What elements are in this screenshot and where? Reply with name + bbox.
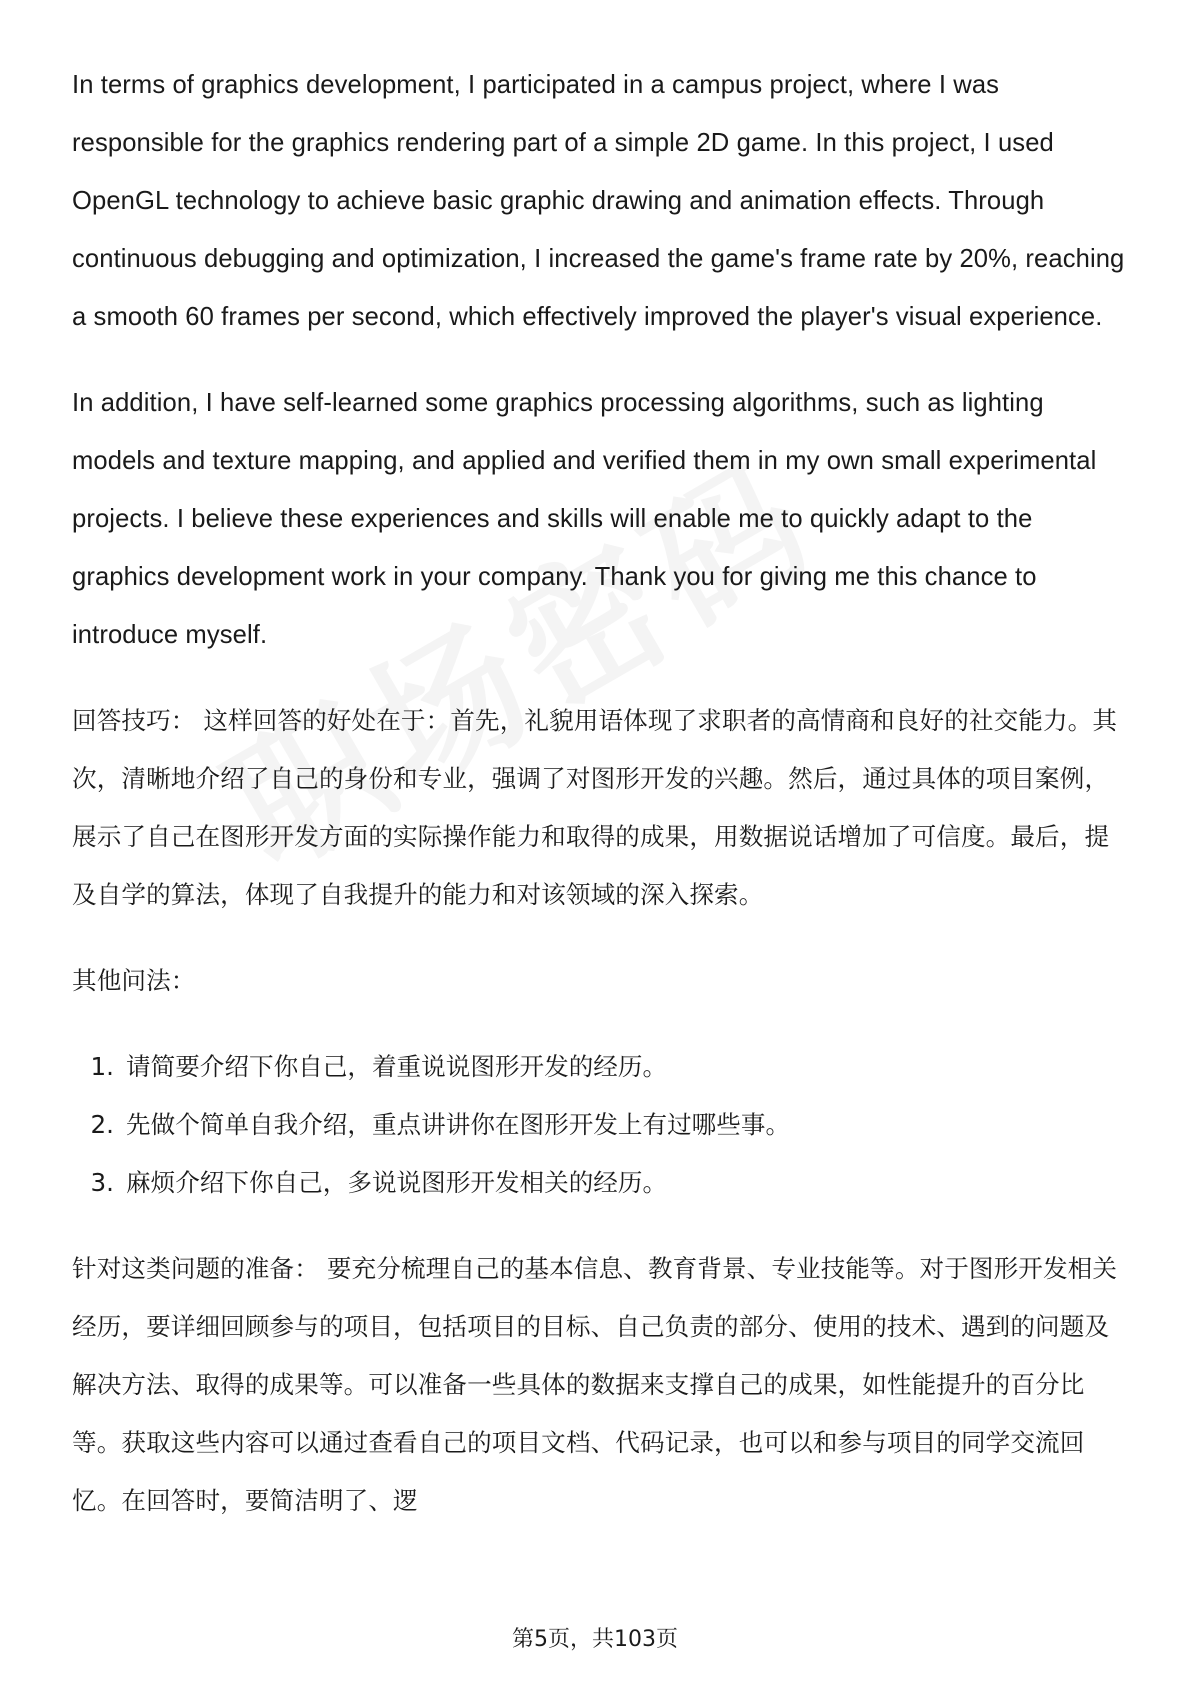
paragraph-preparation: 针对这类问题的准备： 要充分梳理自己的基本信息、教育背景、专业技能等。对于图形开发相关经历，要详细回顾参与的项目，包括项目的目标、自己负责的部分、使用的技术、遇到的问题及解决方法、取得的成果等。可以准备一些具体的数据来支撑自己的成果，如性能提升的百分比等。获取这些内容可以通过查看自己的项目文档、代码记录，也可以和参与项目的同学交流回忆。在回答时，要简洁明了、逻	[72, 1254, 1118, 1515]
other-questions-heading: 其他问法：	[72, 966, 196, 995]
list-item-text: 先做个简单自我介绍，重点讲讲你在图形开发上有过哪些事。	[126, 1110, 791, 1139]
paragraph-self-learning: In addition, I have self-learned some graphics processing algorithms, such as lighting models and texture mapping, and applied and verified them in my own small experimental projects. I believe these experiences and skills will enable me to quickly adapt to the graphics development work in your company. Thank you for giving me this chance to introduce myself.	[72, 389, 1097, 649]
list-item-text: 麻烦介绍下你自己，多说说图形开发相关的经历。	[126, 1168, 668, 1197]
list-item	[72, 1096, 1132, 1154]
list-item-number: 2.	[90, 1110, 114, 1139]
page-footer: 第5页，共103页	[512, 1627, 678, 1652]
document-page	[72, 56, 1132, 1530]
paragraph-graphics-experience: In terms of graphics development, I participated in a campus project, where I was responsible for the graphics rendering part of a simple 2D game. In this project, I used OpenGL technology to achieve basic graphic drawing and animation effects. Through continuous debugging and optimization, I increased the game's frame rate by 20%, reaching a smooth 60 frames per second, which effectively improved the player's visual experience.	[72, 71, 1125, 331]
other-questions-list	[72, 1038, 1132, 1212]
list-item-text: 请简要介绍下你自己，着重说说图形开发的经历。	[126, 1052, 668, 1081]
list-item	[72, 1154, 1132, 1212]
list-item-number: 3.	[90, 1168, 114, 1197]
paragraph-answer-tips: 回答技巧： 这样回答的好处在于：首先，礼貌用语体现了求职者的高情商和良好的社交能力。其次，清晰地介绍了自己的身份和专业，强调了对图形开发的兴趣。然后，通过具体的项目案例，展示了自己在图形开发方面的实际操作能力和取得的成果，用数据说话增加了可信度。最后，提及自学的算法，体现了自我提升的能力和对该领域的深入探索。	[72, 706, 1118, 909]
list-item-number: 1.	[90, 1052, 114, 1081]
list-item	[72, 1038, 1132, 1096]
